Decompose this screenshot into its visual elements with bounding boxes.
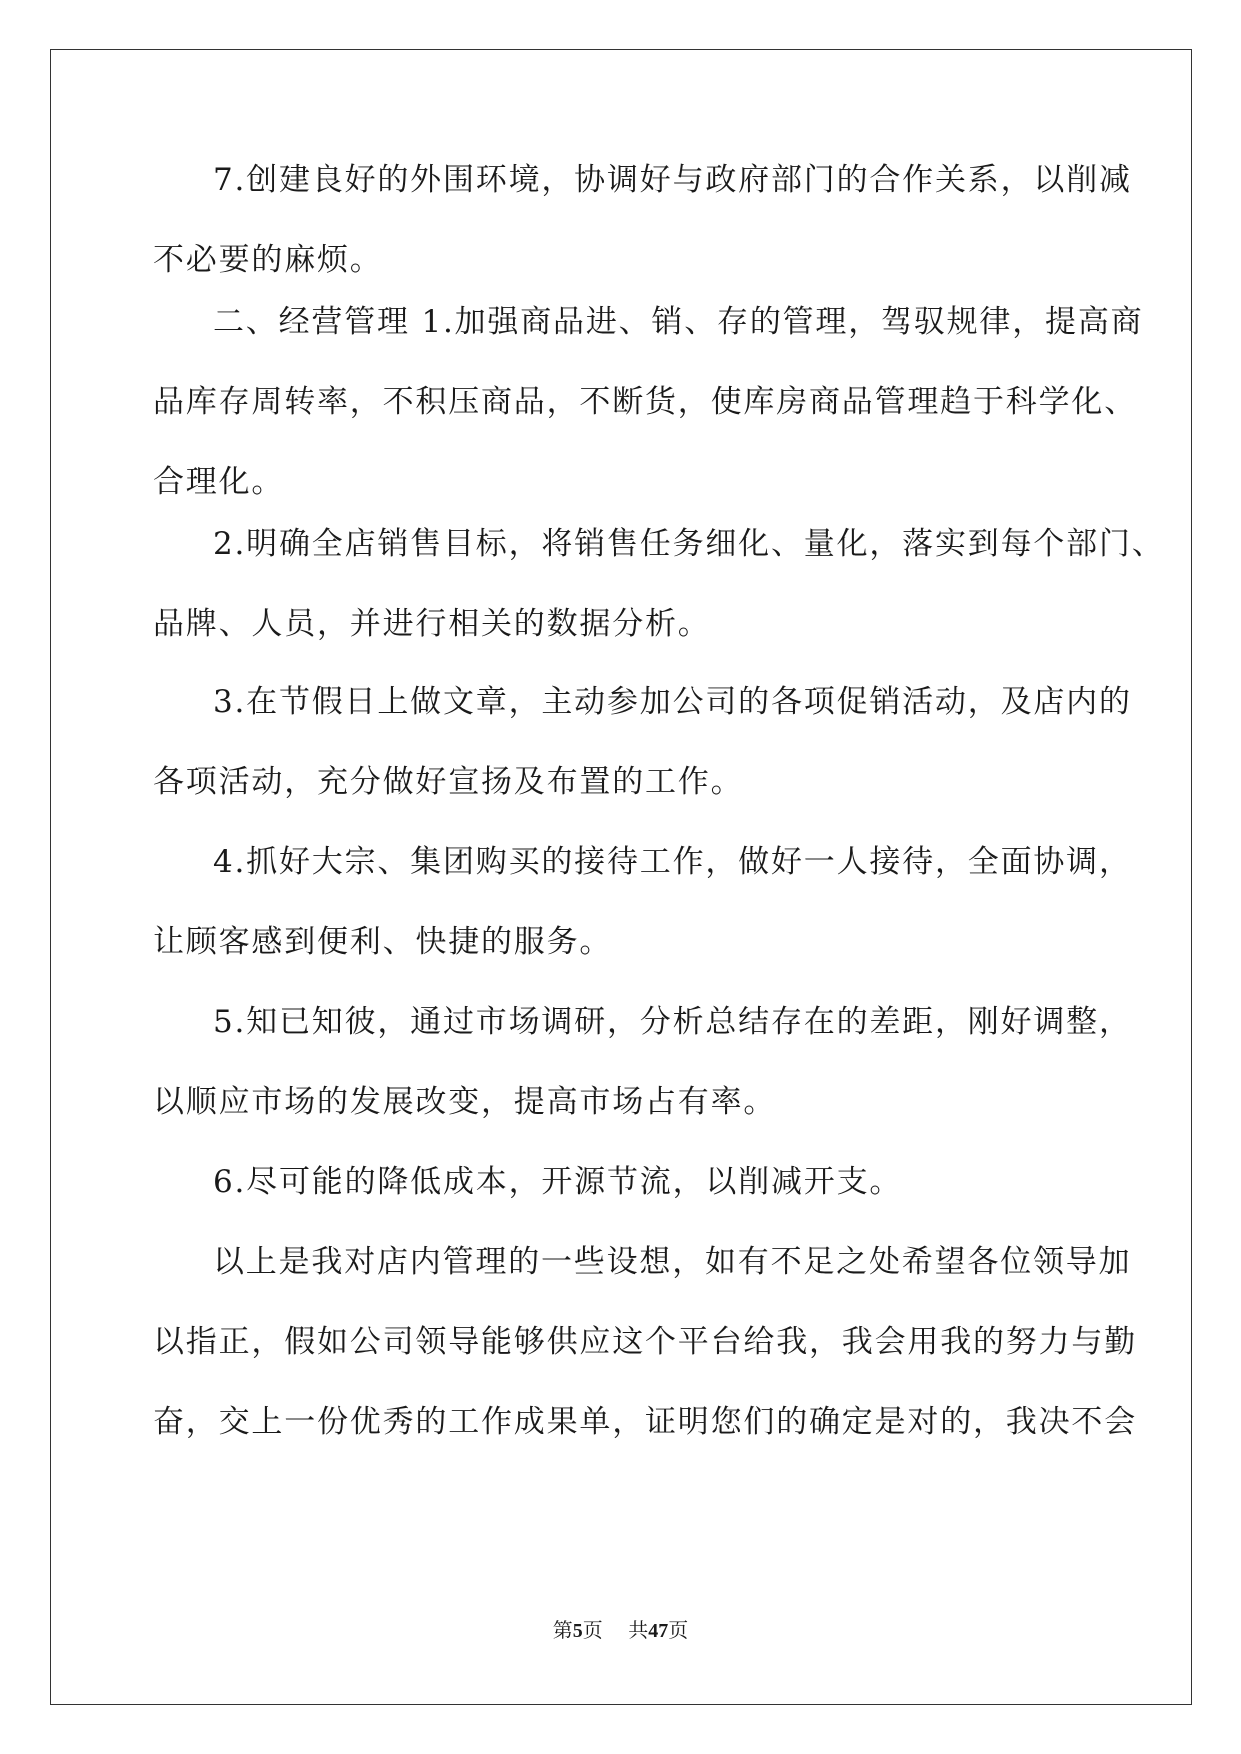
paragraph-8-line-1: 以上是我对店内管理的一些设想，如有不足之处希望各位领导加 [213,1244,1132,1280]
paragraph-1-line-2: 不必要的麻烦。 [153,242,383,278]
paragraph-3-line-2: 品牌、人员，并进行相关的数据分析。 [153,606,711,642]
paragraph-3-line-1: 2.明确全店销售目标，将销售任务细化、量化，落实到每个部门、 [213,526,1165,562]
page-footer [0,1617,1241,1644]
footer-total-prefix: 共 [628,1618,649,1642]
paragraph-2-line-2: 品库存周转率，不积压商品，不断货，使库房商品管理趋于科学化、 [153,384,1137,420]
paragraph-4-line-1: 3.在节假日上做文章，主动参加公司的各项促销活动，及店内的 [213,684,1132,720]
paragraph-8-line-3: 奋，交上一份优秀的工作成果单，证明您们的确定是对的，我决不会 [153,1404,1137,1440]
footer-total-unit: 页 [668,1618,689,1642]
footer-page-prefix: 第 [552,1618,573,1642]
paragraph-4-line-2: 各项活动，充分做好宣扬及布置的工作。 [153,764,744,800]
paragraph-7-line-1: 6.尽可能的降低成本，开源节流，以削减开支。 [213,1164,903,1200]
footer-page-unit: 页 [582,1618,603,1642]
paragraph-8-line-2: 以指正，假如公司领导能够供应这个平台给我，我会用我的努力与勤 [153,1324,1137,1360]
footer-total-pages: 47 [648,1620,669,1642]
footer-page-number: 5 [572,1620,583,1642]
paragraph-1-line-1: 7.创建良好的外围环境，协调好与政府部门的合作关系，以削减 [213,162,1132,198]
paragraph-6-line-1: 5.知已知彼，通过市场调研，分析总结存在的差距，刚好调整， [213,1004,1132,1040]
paragraph-2-line-1: 二、经营管理 1.加强商品进、销、存的管理，驾驭规律，提高商 [213,304,1144,340]
paragraph-2-line-3: 合理化。 [153,464,285,500]
paragraph-5-line-1: 4.抓好大宗、集团购买的接待工作，做好一人接待，全面协调， [213,844,1132,880]
paragraph-6-line-2: 以顺应市场的发展改变，提高市场占有率。 [153,1084,777,1120]
paragraph-5-line-2: 让顾客感到便利、快捷的服务。 [153,924,613,960]
